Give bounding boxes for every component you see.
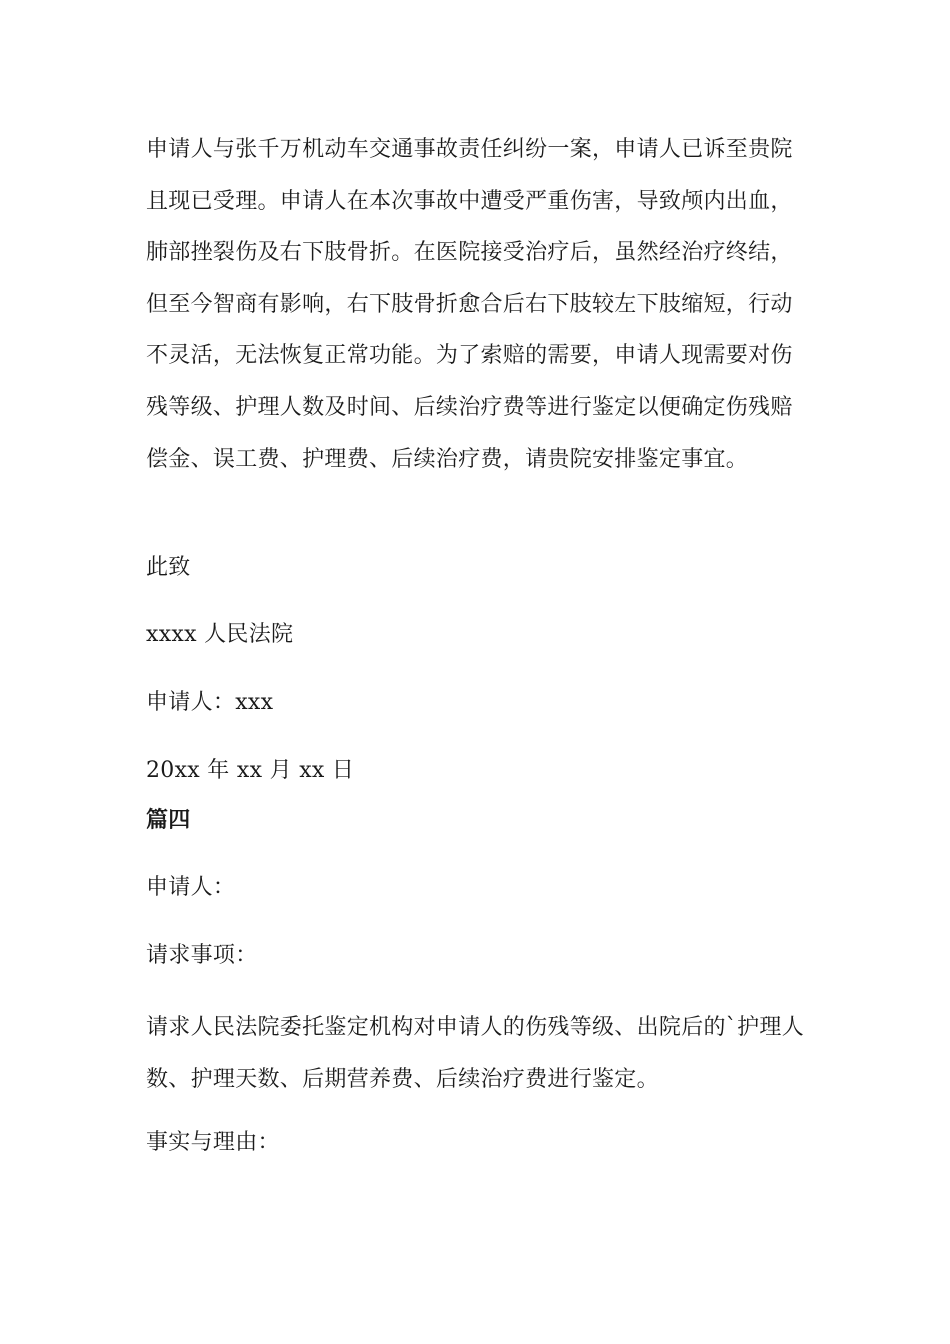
facts-and-reasons-label: 事实与理由：	[146, 1130, 280, 1155]
request-items-text: 请求人民法院委托鉴定机构对申请人的伤残等级、出院后的`护理人数、护理天数、后期营养费、后续治疗费进行鉴定。	[146, 1015, 805, 1092]
request-items-label: 请求事项：	[146, 943, 258, 968]
body-paragraph-appraisal-request: 申请人与张千万机动车交通事故责任纠纷一案，申请人已诉至贵院且现已受理。申请人在本次事故中遭受严重伤害，导致颅内出血，肺部挫裂伤及右下肢骨折。在医院接受治疗后，虽然经治疗终结，但至今智商有影响，右下肢骨折愈合后右下肢较左下肢缩短，行动不灵活，无法恢复正常功能。为了索赔的需要，申请人现需要对伤残等级、护理人数及时间、后续治疗费等进行鉴定以便确定伤残赔偿金、误工费、护理费、后续治疗费，请贵院安排鉴定事宜。	[146, 137, 793, 472]
court-name: xxxx 人民法院	[146, 622, 294, 647]
applicant-signature: 申请人：xxx	[146, 690, 274, 715]
closing-salutation: 此致	[146, 555, 191, 580]
section-heading: 篇四	[146, 807, 191, 833]
applicant-label: 申请人：	[146, 875, 236, 900]
document-date: 20xx 年 xx 月 xx 日	[146, 758, 355, 783]
